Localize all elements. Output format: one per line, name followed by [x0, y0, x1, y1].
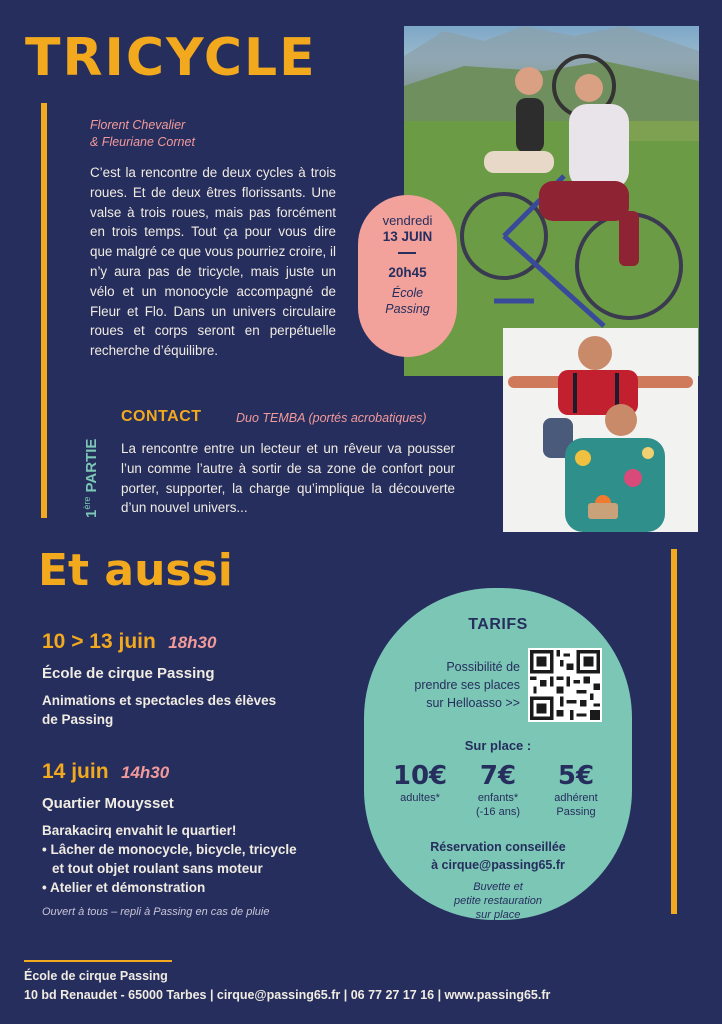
- event-1-description: [42, 691, 276, 729]
- price-adults-value: 10€: [392, 761, 448, 791]
- contact-title: CONTACT: [121, 408, 202, 425]
- price-member-value: 5€: [557, 761, 595, 791]
- date-place-line-2: Passing: [385, 302, 430, 316]
- buvette-line-1: Buvette et: [473, 881, 523, 893]
- qr-code-icon: [530, 650, 600, 720]
- date-place-line-1: École: [391, 286, 424, 300]
- tarifs-online-info: [382, 658, 520, 712]
- first-part-label: [82, 400, 108, 518]
- first-part-word: PARTIE: [83, 438, 100, 497]
- contact-description: La rencontre entre un lecteur et un rêveur va pousser l’un comme l’autre à sortir de sa zone de confort pour porter, supporter, la charge qu’implique la découverte d’un nouvel univers...: [121, 441, 455, 516]
- event-2-desc-line-1: Barakacirq envahit le quartier!: [42, 823, 237, 838]
- also-heading: Et aussi: [38, 545, 233, 596]
- event-1-date: 10 > 13 juin: [42, 630, 156, 653]
- tarifs-online-line-3: sur Helloasso >>: [426, 696, 520, 710]
- buvette-line-2: petite restauration: [453, 895, 543, 907]
- reservation-info: [364, 838, 632, 874]
- reservation-line-1: Réservation conseillée: [430, 840, 566, 854]
- price-children-label-2: (-16 ans): [475, 806, 521, 818]
- first-part-sup: ère: [82, 496, 92, 510]
- price-member-label-1: adhérent: [554, 792, 598, 804]
- tarifs-panel: [364, 588, 632, 920]
- price-member: [536, 761, 616, 819]
- date-date: 13 JUIN: [382, 229, 433, 244]
- tarifs-on-site: Sur place :: [464, 738, 532, 753]
- date-day: vendredi: [382, 213, 433, 228]
- event-2-place: Quartier Mouysset: [42, 795, 174, 812]
- tarifs-online-line-2: prendre ses places: [414, 678, 520, 692]
- event-2-desc-line-2: • Lâcher de monocycle, bicycle, tricycle: [42, 842, 297, 857]
- event-1-place: École de cirque Passing: [42, 665, 215, 682]
- date-badge: [358, 195, 457, 357]
- event-1-time: 18h30: [168, 633, 217, 652]
- price-member-label-2: Passing: [556, 806, 596, 818]
- footer-school-name: École de cirque Passing: [24, 969, 168, 983]
- price-children-label-1: enfants*: [477, 792, 519, 804]
- date-divider: [398, 252, 416, 254]
- tarifs-title: TARIFS: [468, 616, 528, 633]
- date-place: [358, 285, 457, 317]
- event-2: [42, 760, 169, 784]
- first-part-num: 1: [83, 509, 100, 518]
- event-2-date: 14 juin: [42, 760, 109, 783]
- date-time: 20h45: [388, 265, 427, 280]
- event-2-desc-line-3: et tout objet roulant sans moteur: [52, 861, 263, 876]
- event-2-time: 14h30: [120, 763, 170, 782]
- buvette-line-3: sur place: [475, 909, 521, 921]
- helloasso-qr-code[interactable]: [528, 648, 602, 722]
- event-2-description: [42, 821, 297, 897]
- footer-divider: [24, 960, 172, 962]
- show-description: C’est la rencontre de deux cycles à trois roues. Et de deux êtres florissants. Une valse à trois roues, mais pas forcément en trois temps. Tout ça pour vous dire que malgré ce que vous pourriez croire, il n’y aura pas de tricycle, mais juste un vélo et un monocycle accompagné de Fleur et Flo. Dans un univers circulaire roues et corps seront en perpétuelle recherche d’équilibre.: [90, 165, 336, 359]
- price-adults-label: adultes*: [400, 792, 440, 804]
- contact-duo-photo: [503, 328, 698, 532]
- price-children-value: 7€: [479, 761, 517, 791]
- author-line-2: & Fleuriane Cornet: [90, 135, 195, 149]
- price-adults: [380, 761, 460, 805]
- event-2-note: Ouvert à tous – repli à Passing en cas de pluie: [42, 906, 270, 918]
- price-children: [458, 761, 538, 819]
- show-title: TRICYCLE: [25, 28, 317, 88]
- accent-bar-right: [671, 549, 677, 914]
- contact-subtitle: Duo TEMBA (portés acrobatiques): [236, 411, 427, 425]
- show-authors: [90, 117, 195, 151]
- event-1-desc-line-1: Animations et spectacles des élèves: [42, 693, 277, 708]
- event-1-desc-line-2: de Passing: [42, 712, 114, 727]
- footer-contact-details: 10 bd Renaudet - 65000 Tarbes | cirque@passing65.fr | 06 77 27 17 16 | www.passing65.fr: [24, 988, 551, 1002]
- buvette-info: [364, 880, 632, 922]
- tarifs-online-line-1: Possibilité de: [446, 660, 520, 674]
- accent-bar-left: [41, 103, 47, 518]
- reservation-email[interactable]: à cirque@passing65.fr: [431, 858, 565, 872]
- event-1: [42, 630, 216, 654]
- contact-duo-illustration: [503, 328, 698, 532]
- author-line-1: Florent Chevalier: [90, 118, 186, 132]
- event-2-desc-line-4: • Atelier et démonstration: [42, 880, 206, 895]
